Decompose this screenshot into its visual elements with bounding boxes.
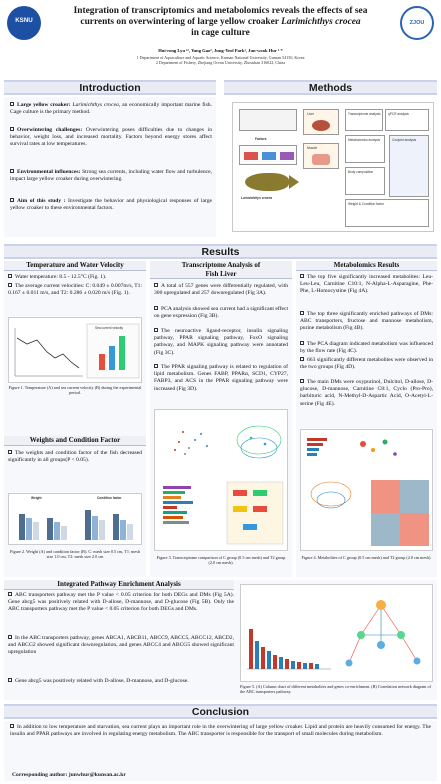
pca-plot (237, 426, 281, 458)
bullet-icon (8, 274, 12, 278)
pathway-figures (241, 585, 434, 683)
bullet-icon (8, 450, 12, 454)
ppar-network (227, 482, 283, 544)
temp-heading: Temperature and Water Velocity (4, 261, 146, 271)
bullet-icon (10, 169, 14, 173)
figure-2 (8, 493, 142, 545)
metabolome-label: Metabolomics analysis (348, 138, 381, 142)
liver-box (303, 109, 339, 135)
body-composition-box (345, 167, 385, 195)
university-logo-right (400, 6, 434, 40)
transcriptome-box (345, 109, 383, 131)
current-icon (262, 152, 276, 160)
title-line-2: currents on overwintering of large yellow croaker (80, 17, 279, 27)
figure-5-caption: Figure 5. (A) Column chart of different metabolites and genes co-enrichment. (B) Correlation network diagram of the ABC transporters pathway. (240, 684, 431, 695)
methods-species-label: Larimichthys crocea (241, 196, 273, 200)
trans-bullet-4: The PPAR signaling pathway is related to regulation of lipid metabolism. Genes FABP, PPARα, SCD1, CYP27, FABP3, and ACS in the PPAR signaling pathway were increased (Fig 3D). (154, 364, 288, 392)
university-logo-left (7, 6, 41, 40)
bullet-icon (154, 283, 158, 287)
results-column-3 (296, 261, 437, 577)
trans-bullet-1: A total of 557 genes were differentially regulated, with 300 upregulated and 257 downregulated (Fig 3A). (154, 283, 288, 297)
weight-heading: Weights and Condition Factor (4, 436, 146, 446)
methods-header: Methods (224, 80, 437, 95)
weight-bullet-1: The weights and condition factor of the fish decreased significantly in all groups(P < 0.05). (8, 450, 142, 464)
pathway-panel (4, 580, 437, 700)
body-composition-label: Body composition (348, 170, 374, 174)
kegg-bars (163, 486, 193, 524)
fig1-inset-label: Sea current velocity (95, 326, 123, 330)
qpcr-box (385, 109, 429, 131)
temp-bullet-2: The average current velocities: C: 0.049 ± 0.007m/s, T1: 0.167 ± 0.011 m/s, and T2: 0.286 ± 0.020 m/s (Fig. 1). (8, 283, 142, 297)
trans-heading: Transcriptome Analysis of Fish Liver (150, 261, 292, 279)
fig2-panel-b-label: Condition factor (97, 496, 122, 500)
bullet-icon (154, 328, 158, 332)
affiliation-2: 2 Department of Fishery, Zhejiang Ocean University, Zhoushan 316022, China (155, 60, 286, 66)
figure-1 (8, 317, 142, 383)
enrichment-bubbles (360, 440, 397, 456)
results-header: Results (4, 244, 437, 259)
poster-title (48, 6, 393, 39)
logo-left-text: KSNU (15, 17, 33, 24)
liver-label: Liver (307, 112, 314, 116)
bullet-icon (10, 198, 14, 202)
bullet-icon (300, 341, 304, 345)
bullet-icon (300, 357, 304, 361)
muscle-label: Muscle (307, 146, 318, 150)
bullet-icon (300, 379, 304, 383)
intro-paragraph-1: Large yellow croaker: Larimichthys crocea, an economically important marine fish. Cage culture is the primary method. (10, 102, 212, 116)
introduction-panel (4, 97, 216, 237)
bullet-icon (8, 592, 12, 596)
muscle-box (303, 143, 339, 169)
conjoint-box (389, 135, 429, 197)
metab-bullet-3: The PCA diagram indicated metabolism was influenced by the flow rate (Fig 4C). (300, 341, 433, 355)
title-line-3: in cage culture (191, 28, 250, 38)
metab-bullet-1: The top five significantly increased metabolites: Leu-Leu-Leu, Carnitine C10:1, N-Alpha-L-Asparagine, Phe-Phe, L-Homocystine (Fig 4A). (300, 274, 433, 295)
methods-factors-label: Factors (255, 137, 267, 141)
fig2-panel-a-label: Weight (31, 496, 42, 500)
intro-paragraph-3: Environmental influences: Strong sea currents, including water flow and turbulence, impact large yellow croaker during overwintering. (10, 169, 212, 183)
qpcr-label: qPCR analysis (388, 112, 409, 116)
metab-bullet-5: The main DMs were oxypurinol, Dulcitol, D-allose, D-glucose, D-mannose, Carnitine C8:1, Cyclo (Pro-Pro), barbituric acid, N-Methyl-D-Aspartic Acid, O-Acetyl-L-serine (Fig 4E). (300, 379, 433, 407)
bullet-icon (10, 724, 14, 728)
methods-figure (232, 102, 434, 232)
metabolome-box (345, 135, 385, 163)
pathway-heading: Integrated Pathway Enrichment Analysis (4, 580, 234, 590)
coenrichment-columns (247, 629, 331, 669)
intro-paragraph-4: Aim of this study : Investigate the behavior and physiological responses of large yellow croaker to these environmental factors. (10, 198, 212, 212)
bullet-icon (10, 127, 14, 131)
results-column-1 (4, 261, 146, 577)
muscle-icon (312, 154, 330, 165)
logo-right-text: ZJOU (409, 20, 425, 26)
bullet-icon (8, 678, 12, 682)
fish-tail-shape (289, 175, 299, 189)
weight-condition-bars (9, 494, 143, 546)
intro-paragraph-2: Overwintering challenges: Overwintering poses difficulties due to changes in behavior, weight loss, and increased mortality. Factors beyond energy stores affect survival rates at low temperatures. (10, 127, 212, 148)
results-column-2 (150, 261, 292, 577)
title-species: Larimichthys crocea (281, 17, 361, 27)
conclusion-header: Conclusion (4, 704, 437, 719)
figure-3-caption: Figure 3. Transcriptome comparison of C group (0.5 cm mesh) and T2 group (2.0 cm mesh). (156, 555, 286, 566)
bullet-icon (154, 306, 158, 310)
pathway-bullet-3: Gene abcg5 was positively related with D-allose, D-mannose, and D-glucose. (8, 678, 234, 685)
thermometer-icon (244, 152, 258, 160)
corresponding-author: Corresponding author: junwhur@kunsan.ac.kr (12, 772, 126, 778)
temp-bullet-1: Water temperature: 8.5 - 12.5°C (Fig. 1). (8, 274, 142, 281)
bullet-icon (300, 274, 304, 278)
metab-pca (311, 482, 351, 508)
figure-4 (300, 429, 433, 551)
volcano-plot (174, 431, 208, 455)
metab-bullet-2: The top three significantly enriched pathways of DMs: ABC transporters, fructose and mannose metabolism, purine metabolism (Fig 4B). (300, 311, 433, 332)
bullet-icon (154, 364, 158, 368)
metabolomics-panels (301, 430, 434, 552)
top-metabolites-bars (307, 438, 327, 456)
feed-icon (280, 152, 294, 160)
authors: Hui-rong Lyu ¹², Yang Gao², Jung-Yeol Park¹, Jun-wook Hur ¹ * (158, 48, 283, 53)
liver-icon (312, 120, 330, 131)
transcriptome-label: Transcriptome analysis (348, 112, 381, 116)
figure-3 (154, 409, 288, 551)
trans-bullet-2: PCA analysis showed sea current had a significant effect on gene expression (Fig 3B). (154, 306, 288, 320)
pathway-bullet-2: In the ABC transporters pathway, genes ABCA1, ABCB11, ABCC9, ABCC5, ABCC12, ABCD2, and ABCG2 showed significant downregulation, and genes ABCC4 and ABCG5 showed significant upregulation (8, 635, 234, 656)
figure-1-caption: Figure 1. Temperature (A) and sea current velocity (B) during the experimental period. (8, 385, 142, 396)
fish-illustration (245, 173, 289, 191)
metab-heading: Metabolomics Results (296, 261, 437, 271)
figure-2-caption: Figure 2. Weight (A) and condition factor (B). C: mesh size 0.5 cm, T1: mesh size 1.0 cm, T2: mesh size 2.0 cm (10, 549, 140, 560)
poster-header (0, 0, 441, 78)
trans-bullet-3: The neuroactive ligand-receptor, insulin signaling pathway, PPAR signaling pathway, FoxO signaling pathway, and MAPK signaling pathway were annotated (Fig 3C). (154, 328, 288, 356)
bullet-icon (300, 311, 304, 315)
figure-4-caption: Figure 4. Metabolites of C group (0.5 cm mesh) and T2 group (2.0 cm mesh). (301, 555, 432, 560)
transcriptome-panels (155, 410, 289, 552)
weight-box (345, 199, 429, 227)
pathway-bullet-1: ABC transporters pathway met the P value < 0.05 criterion for both DEGs and DMs (Fig 5A). Gene abcg5 was positively related with D-allose, D-mannose, and D-glucose (Fig 5B). Only the ABC transporters pathway met the P value < 0.05 criterion for both DEGs and DMs. (8, 592, 234, 613)
bullet-icon (10, 102, 14, 106)
affiliation-1: 1 Department of Aquaculture and Aquatic Science, Kunsan National University, Gunsan 54150, Korea (136, 55, 305, 60)
cage-illustration (239, 109, 297, 131)
conclusion-text: In addition to low temperature and starvation, sea current plays an important role in the overwintering of large yellow croaker. Lipid and protein are heavily consumed for energy. The insulin and PPAR pathways are involved in regulating energy metabolism. The ABC transporter is responsible for the transport of small molecules during metabolism. (10, 724, 431, 738)
affiliations (40, 55, 401, 66)
weight-label: Weight & Condition factor (348, 202, 385, 206)
factors-box (239, 145, 297, 165)
correlation-network (346, 600, 421, 667)
bullet-icon (8, 283, 12, 287)
conjoint-label: Conjoint analysis (392, 138, 417, 142)
figure-5 (240, 584, 433, 682)
title-line-1: Integration of transcriptomics and metabolomics reveals the effects of sea (73, 6, 368, 16)
metab-bullet-4: 663 significantly different metabolites were observed in the two groups (Fig 4D). (300, 357, 433, 371)
introduction-header: Introduction (4, 80, 216, 95)
bullet-icon (8, 635, 12, 639)
heatmap (371, 480, 429, 546)
